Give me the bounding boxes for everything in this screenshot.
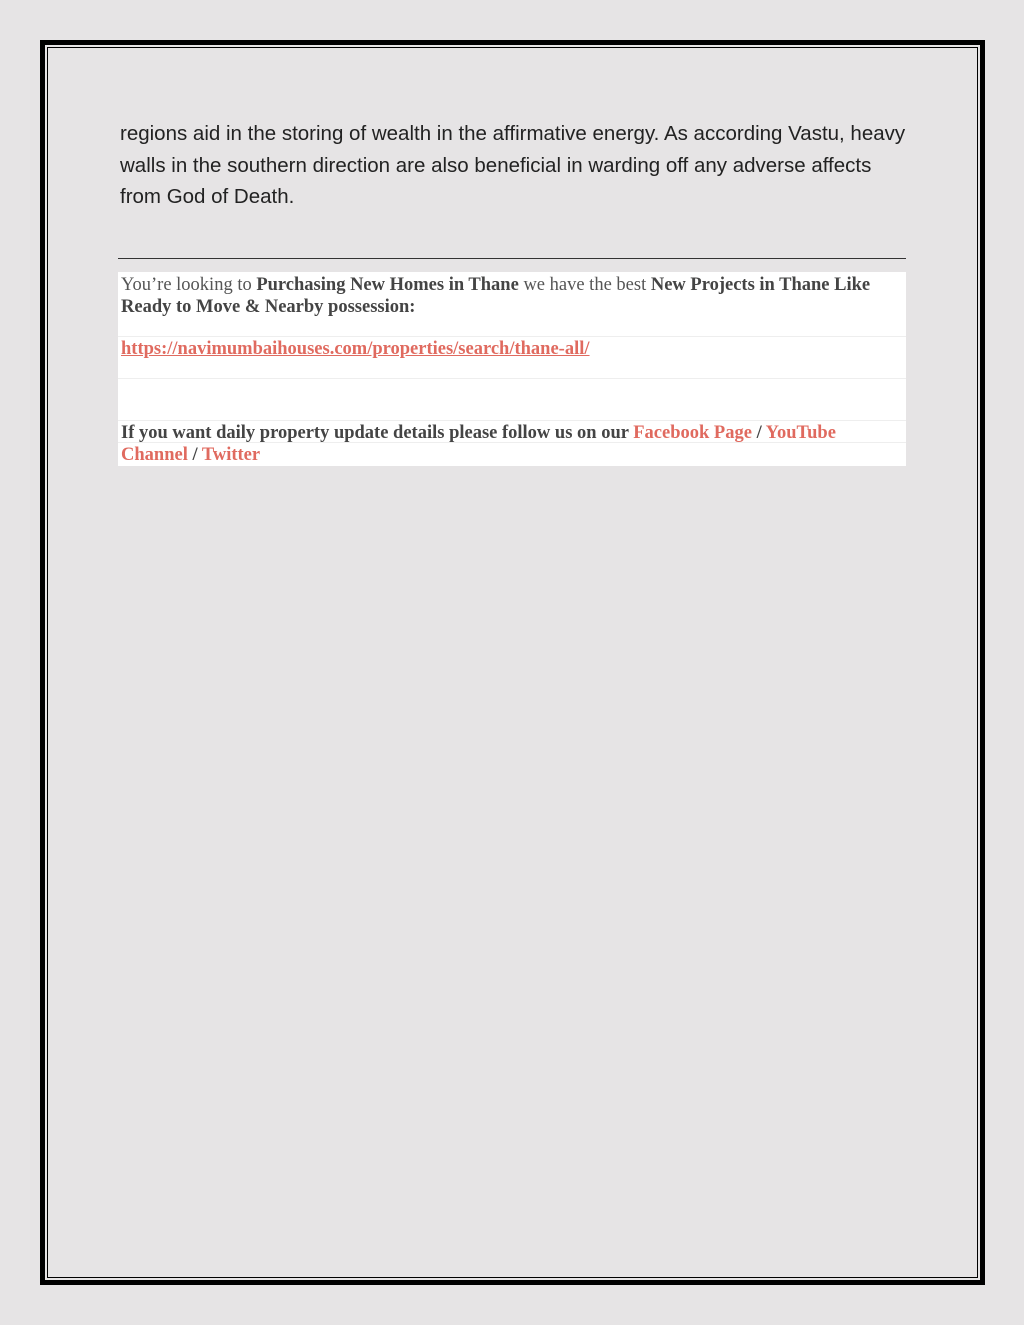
youtube-channel-link[interactable]: YouTube Channel: [121, 423, 836, 465]
promo-highlight-projects: New Projects in Thane Like Ready to Move & Nearby possession:: [121, 275, 871, 317]
facebook-page-link[interactable]: Facebook Page: [633, 423, 752, 443]
promo-divider: [118, 378, 906, 379]
thane-properties-link[interactable]: https://navimumbaihouses.com/properties/search/thane-all/: [121, 339, 590, 359]
horizontal-rule: [118, 258, 906, 259]
promo-middle: we have the best: [518, 275, 651, 295]
promo-divider: [118, 336, 906, 337]
page-border-inner: [47, 47, 978, 1278]
promo-prefix: You’re looking to: [121, 275, 257, 295]
promo-intro-line: [121, 274, 906, 318]
link-separator: /: [751, 423, 766, 443]
follow-text: If you want daily property update details please follow us on our: [121, 423, 634, 443]
promo-highlight-homes: Purchasing New Homes in Thane: [256, 275, 519, 295]
promo-box: [118, 272, 906, 466]
twitter-link[interactable]: Twitter: [201, 445, 261, 465]
promo-url-line: [121, 338, 906, 360]
promo-follow-line: [121, 422, 906, 466]
link-separator: /: [187, 445, 202, 465]
promo-divider: [118, 420, 906, 421]
promo-divider: [118, 442, 906, 443]
intro-paragraph: regions aid in the storing of wealth in the affirmative energy. As according Vastu, heavy walls in the southern direction are also beneficial in warding off any adverse affects from God of Death.: [120, 122, 906, 208]
